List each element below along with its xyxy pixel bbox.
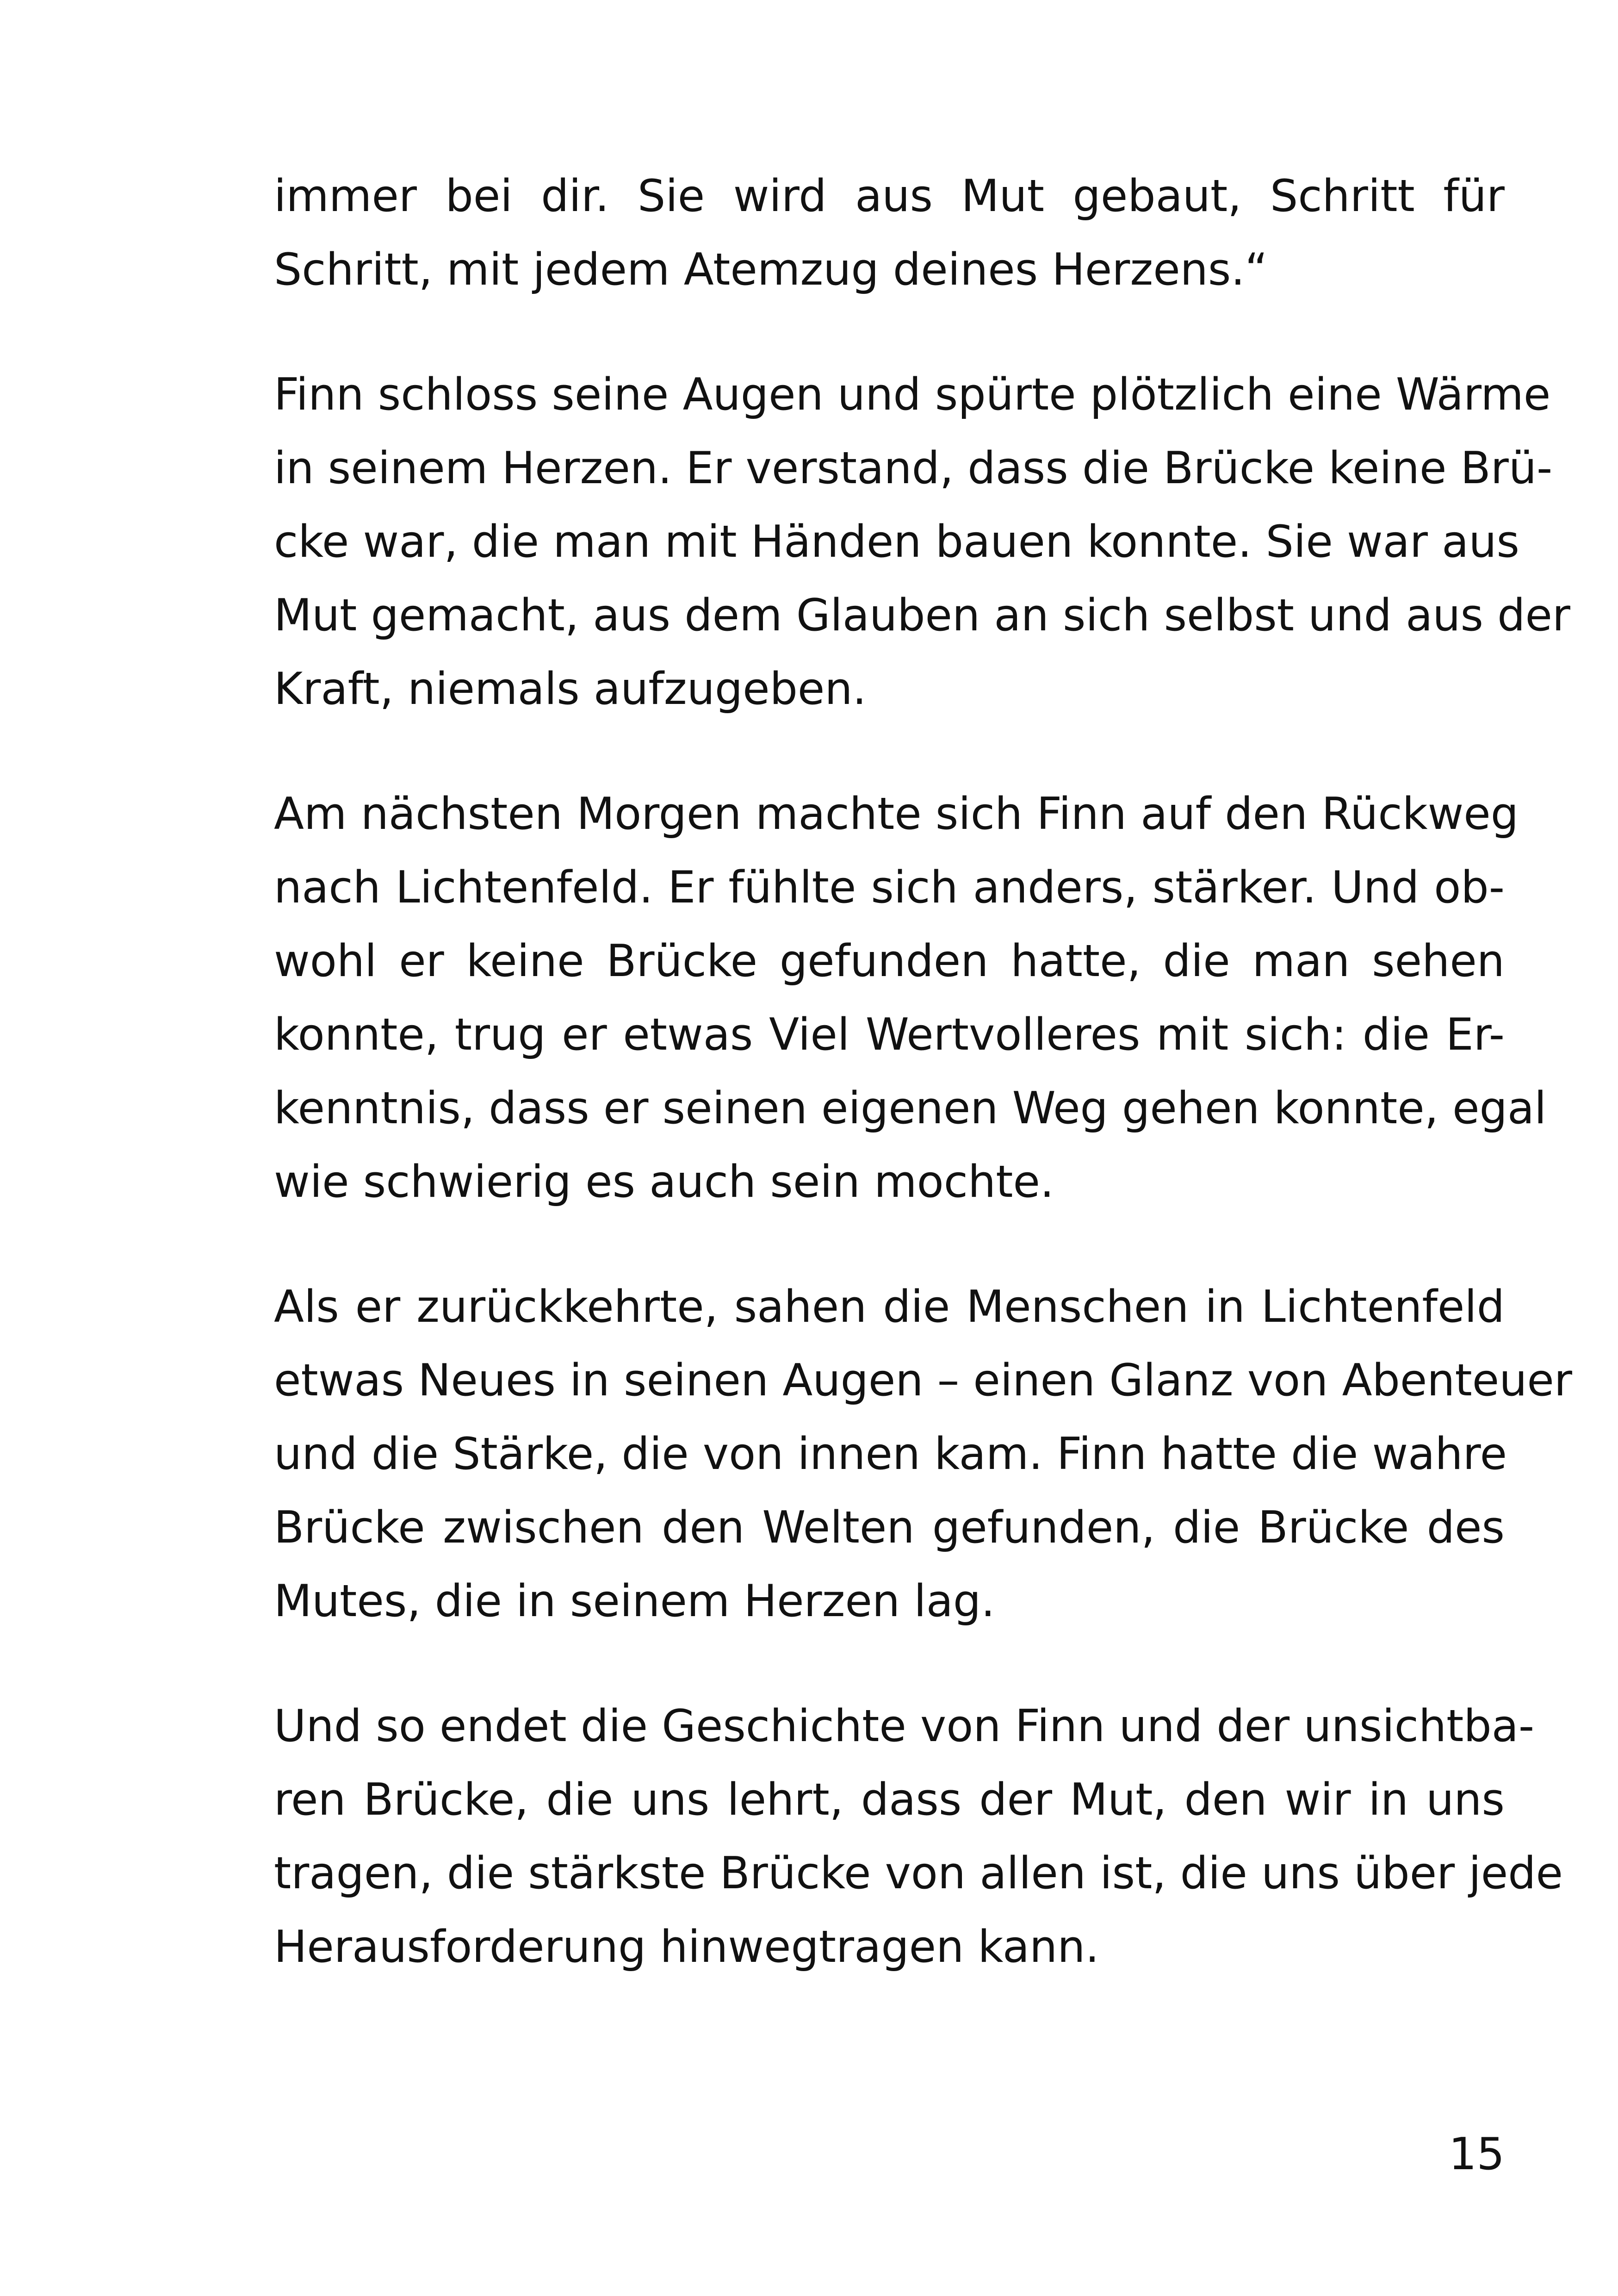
text-line: wohl er keine Brücke gefunden hatte, die man sehen [274, 936, 1505, 987]
text-line: Finn schloss seine Augen und spürte plötzlich eine Wärme [274, 369, 1551, 420]
page-number: 15 [1449, 2129, 1505, 2180]
text-line: Am nächsten Morgen machte sich Finn auf den Rückweg [274, 789, 1519, 840]
story-text [274, 160, 1572, 2035]
paragraph-5 [274, 1690, 1563, 1984]
text-line: konnte, trug er etwas Viel Wertvolleres mit sich: die Er- [274, 1009, 1505, 1060]
text-line: Als er zurückkehrte, sahen die Menschen in Lichtenfeld [274, 1282, 1505, 1332]
text-line: kenntnis, dass er seinen eigenen Weg gehen konnte, egal [274, 1083, 1547, 1134]
text-line: cke war, die man mit Händen bauen konnte. Sie war aus [274, 516, 1520, 567]
text-line: etwas Neues in seinen Augen – einen Glanz von Abenteuer [274, 1355, 1572, 1406]
text-line: Brücke zwischen den Welten gefunden, die Brücke des [274, 1502, 1505, 1553]
text-line: ren Brücke, die uns lehrt, dass der Mut, den wir in uns [274, 1774, 1505, 1825]
text-line: Herausforderung hinwegtragen kann. [274, 1922, 1099, 1972]
text-line: Mut gemacht, aus dem Glauben an sich selbst und aus der [274, 590, 1570, 641]
paragraph-1 [274, 160, 1505, 307]
text-line: immer bei dir. Sie wird aus Mut gebaut, Schritt für [274, 171, 1505, 222]
text-line: Und so endet die Geschichte von Finn und der unsichtba- [274, 1701, 1535, 1752]
paragraph-3 [274, 778, 1547, 1219]
text-line: in seinem Herzen. Er verstand, dass die Brücke keine Brü- [274, 443, 1553, 494]
text-line: Schritt, mit jedem Atemzug deines Herzens.“ [274, 244, 1268, 295]
text-line: tragen, die stärkste Brücke von allen ist, die uns über jede [274, 1848, 1563, 1899]
text-line: nach Lichtenfeld. Er fühlte sich anders, stärker. Und ob- [274, 862, 1505, 913]
text-line: Kraft, niemals aufzugeben. [274, 664, 867, 715]
paragraph-4 [274, 1270, 1572, 1638]
text-line: und die Stärke, die von innen kam. Finn hatte die wahre [274, 1429, 1507, 1480]
text-line: wie schwierig es auch sein mochte. [274, 1157, 1054, 1207]
text-line: Mutes, die in seinem Herzen lag. [274, 1576, 995, 1627]
paragraph-2 [274, 358, 1570, 726]
